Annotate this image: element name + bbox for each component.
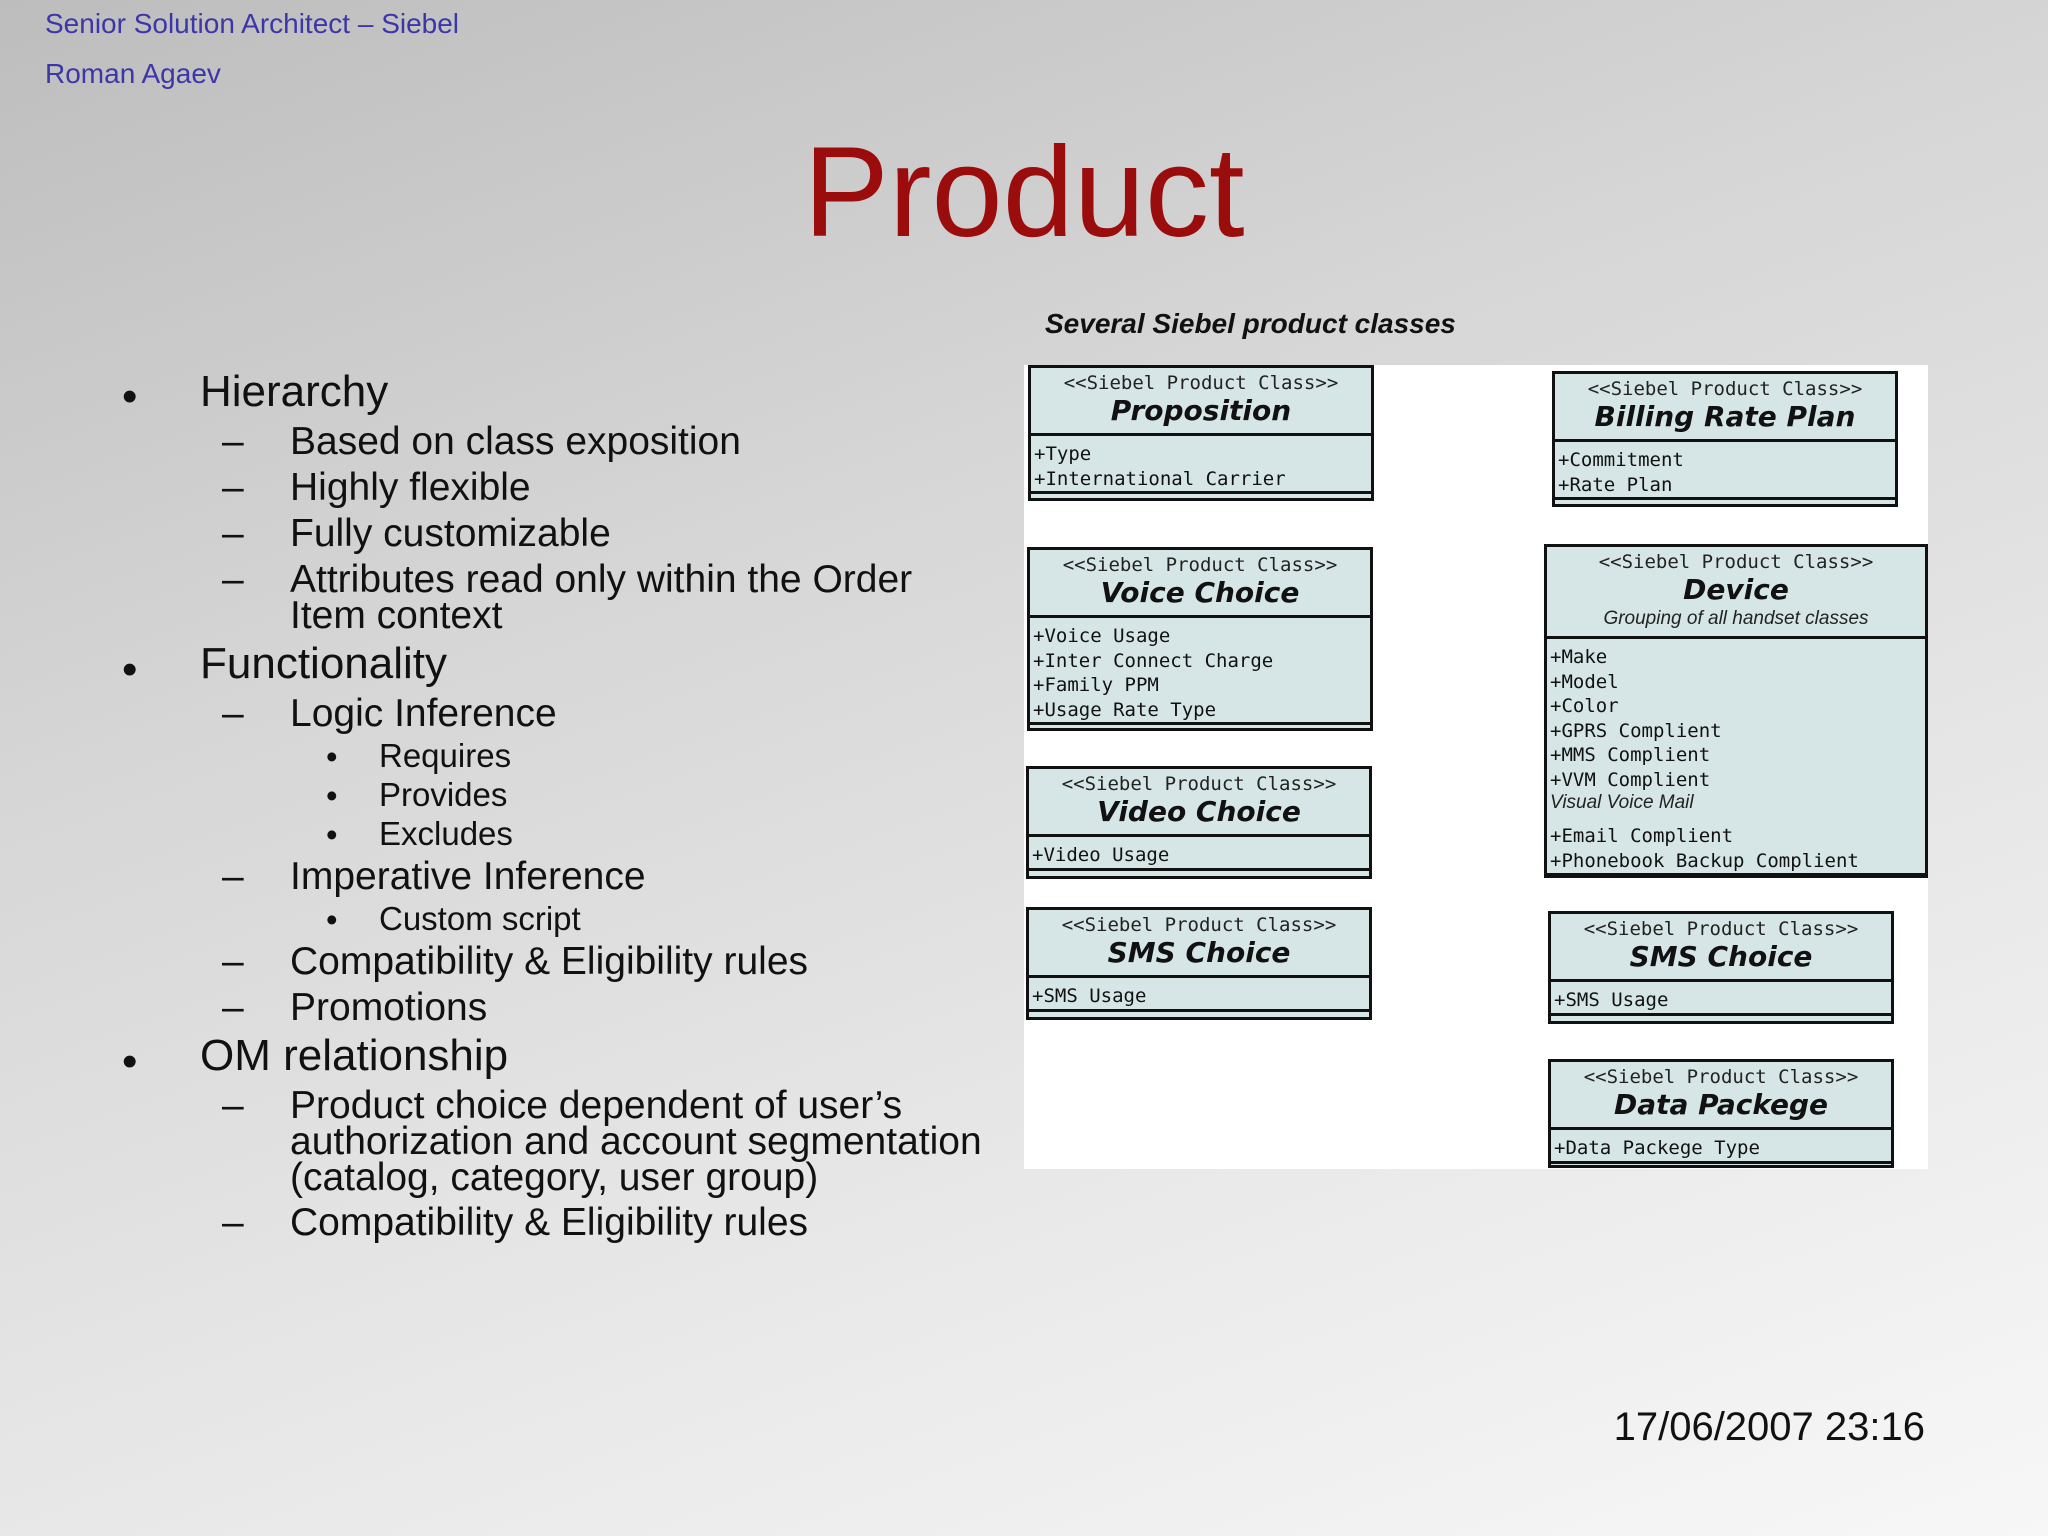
stereotype-label: <<Siebel Product Class>> bbox=[1587, 378, 1863, 400]
stereotype-label: <<Siebel Product Class>> bbox=[1061, 773, 1337, 795]
class-name: Voice Choice bbox=[1100, 576, 1300, 609]
dash: – bbox=[222, 420, 244, 463]
class-box-data-packege bbox=[1548, 1059, 1894, 1168]
sub-bullet-class-exposition: Based on class exposition bbox=[290, 420, 741, 463]
class-attribute: +Data Packege Type bbox=[1554, 1137, 1760, 1159]
class-box-proposition bbox=[1028, 365, 1374, 501]
class-attribute: +MMS Complient bbox=[1550, 744, 1711, 766]
dash: – bbox=[222, 512, 244, 555]
bullet-dot: • bbox=[326, 777, 338, 814]
sub-bullet-flexible: Highly flexible bbox=[290, 466, 531, 509]
stereotype-label: <<Siebel Product Class>> bbox=[1583, 1066, 1859, 1088]
stereotype-label: <<Siebel Product Class>> bbox=[1598, 551, 1874, 573]
bullet-dot: • bbox=[122, 372, 138, 421]
class-subtitle: Grouping of all handset classes bbox=[1603, 608, 1869, 629]
sub-bullet-logic-inference: Logic Inference bbox=[290, 692, 557, 735]
class-attribute: +Inter Connect Charge bbox=[1033, 649, 1274, 672]
sub-bullet-product-choice-line2: authorization and account segmentation bbox=[290, 1120, 982, 1163]
bullet-dot: • bbox=[122, 645, 138, 694]
class-diagram bbox=[1024, 365, 1928, 1169]
class-attribute: +Voice Usage bbox=[1033, 625, 1171, 647]
stereotype-label: <<Siebel Product Class>> bbox=[1061, 914, 1337, 936]
sub-sub-bullet-excludes: Excludes bbox=[379, 815, 513, 852]
class-attribute: +Model bbox=[1550, 670, 1619, 693]
class-name: Video Choice bbox=[1097, 795, 1301, 828]
class-name: SMS Choice bbox=[1107, 936, 1291, 969]
class-attribute: +Type bbox=[1034, 443, 1092, 465]
sub-bullet-product-choice-line3: (catalog, category, user group) bbox=[290, 1156, 819, 1199]
bullet-functionality: Functionality bbox=[200, 639, 448, 688]
sub-sub-bullet-custom-script: Custom script bbox=[379, 900, 581, 937]
class-box-video-choice bbox=[1026, 766, 1372, 879]
sub-bullet-customizable: Fully customizable bbox=[290, 512, 611, 555]
class-name: SMS Choice bbox=[1629, 940, 1813, 973]
bullet-om-relationship: OM relationship bbox=[200, 1031, 509, 1080]
sub-bullet-om-compat-rules: Compatibility & Eligibility rules bbox=[290, 1201, 809, 1244]
header-author: Roman Agaev bbox=[45, 58, 221, 89]
slide-datetime: 17/06/2007 23:16 bbox=[1613, 1405, 1925, 1449]
class-attribute: +Video Usage bbox=[1032, 844, 1170, 866]
stereotype-label: <<Siebel Product Class>> bbox=[1583, 918, 1859, 940]
class-attribute: +Rate Plan bbox=[1558, 473, 1673, 496]
dash: – bbox=[222, 558, 244, 601]
bullet-dot: • bbox=[326, 738, 338, 775]
sub-bullet-attributes-line1: Attributes read only within the Order bbox=[290, 558, 913, 601]
class-box-sms-choice-right bbox=[1548, 911, 1894, 1024]
bullet-hierarchy: Hierarchy bbox=[200, 367, 389, 416]
dash: – bbox=[222, 1084, 244, 1127]
bullet-dot: • bbox=[326, 901, 338, 938]
sub-sub-bullet-requires: Requires bbox=[379, 737, 512, 774]
sub-bullet-attributes-line2: Item context bbox=[290, 594, 503, 637]
class-attribute: +SMS Usage bbox=[1554, 989, 1669, 1011]
class-attribute: +Commitment bbox=[1558, 449, 1684, 471]
class-box-voice-choice bbox=[1027, 547, 1373, 731]
diagram-caption: Several Siebel product classes bbox=[1045, 308, 1456, 339]
class-box-sms-choice-left bbox=[1026, 907, 1372, 1020]
class-attribute: +Color bbox=[1550, 695, 1619, 717]
sub-bullet-promotions: Promotions bbox=[290, 986, 488, 1029]
slide-title: Product bbox=[803, 121, 1245, 264]
sub-bullet-imperative-inference: Imperative Inference bbox=[290, 855, 646, 898]
class-name: Data Packege bbox=[1613, 1088, 1829, 1121]
dash: – bbox=[222, 1201, 244, 1244]
class-attribute: +Usage Rate Type bbox=[1033, 698, 1217, 721]
class-attribute: +VVM Complient bbox=[1550, 768, 1711, 791]
class-attribute: +Family PPM bbox=[1033, 674, 1159, 696]
header-role: Senior Solution Architect – Siebel bbox=[45, 8, 460, 39]
sub-bullet-compat-rules: Compatibility & Eligibility rules bbox=[290, 940, 809, 983]
class-name: Proposition bbox=[1110, 394, 1292, 427]
class-attribute: +SMS Usage bbox=[1032, 985, 1147, 1007]
class-attribute: +Make bbox=[1550, 646, 1608, 668]
class-attribute: +Email Complient bbox=[1550, 825, 1734, 847]
class-name: Device bbox=[1683, 573, 1789, 606]
class-box-billing-rate-plan bbox=[1552, 371, 1898, 507]
class-name: Billing Rate Plan bbox=[1594, 400, 1856, 433]
class-attribute: +International Carrier bbox=[1034, 467, 1286, 490]
dash: – bbox=[222, 855, 244, 898]
dash: – bbox=[222, 692, 244, 735]
class-box-device bbox=[1544, 544, 1928, 878]
bullet-dot: • bbox=[326, 816, 338, 853]
sub-sub-bullet-provides: Provides bbox=[379, 776, 508, 813]
class-attribute: +Phonebook Backup Complient bbox=[1550, 849, 1859, 872]
dash: – bbox=[222, 940, 244, 983]
dash: – bbox=[222, 466, 244, 509]
dash: – bbox=[222, 986, 244, 1029]
class-attribute-note: Visual Voice Mail bbox=[1550, 792, 1694, 813]
sub-bullet-product-choice-line1: Product choice dependent of user’s bbox=[290, 1084, 903, 1127]
stereotype-label: <<Siebel Product Class>> bbox=[1062, 554, 1338, 576]
stereotype-label: <<Siebel Product Class>> bbox=[1063, 372, 1339, 394]
class-attribute: +GPRS Complient bbox=[1550, 719, 1722, 742]
bullet-dot: • bbox=[122, 1037, 138, 1086]
